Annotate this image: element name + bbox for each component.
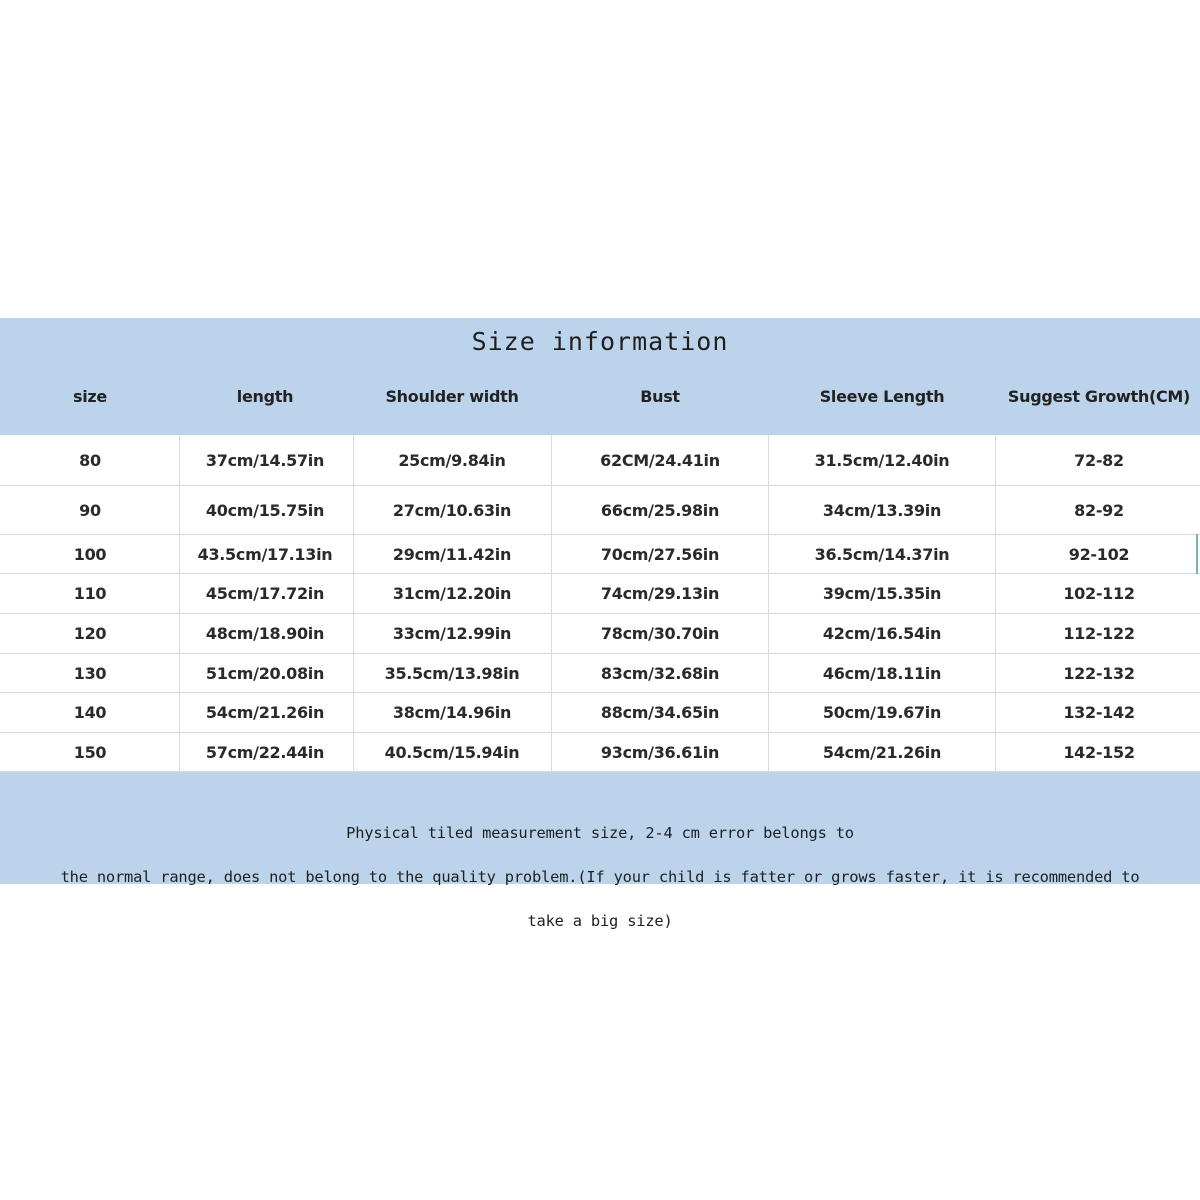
cell-shoulder-width: 35.5cm/13.98in [384,663,520,683]
column-header-length: length [236,387,294,406]
table-title: Size information [471,327,729,356]
cell-sleeve-length: 39cm/15.35in [822,584,942,603]
table-row [0,535,1200,574]
cell-sleeve-length: 31.5cm/12.40in [814,450,950,470]
column-divider [995,435,996,772]
size-table-body [0,435,1200,772]
cell-sleeve-length: 46cm/18.11in [822,663,942,683]
cell-length: 40cm/15.75in [205,500,325,520]
cell-suggest-growth: 112-122 [1063,624,1135,643]
cell-size: 90 [79,500,101,520]
cell-suggest-growth: 72-82 [1074,450,1124,470]
table-row [0,654,1200,693]
cell-sleeve-length: 34cm/13.39in [822,500,942,520]
table-row [0,574,1200,614]
cell-suggest-growth: 142-152 [1063,742,1135,762]
cell-shoulder-width: 27cm/10.63in [392,500,512,520]
cell-sleeve-length: 42cm/16.54in [822,624,942,643]
cell-bust: 62CM/24.41in [600,450,720,470]
cell-length: 43.5cm/17.13in [197,544,333,564]
cell-length: 54cm/21.26in [205,703,325,722]
measurement-note [0,800,1200,954]
cell-bust: 74cm/29.13in [600,584,720,603]
column-header-sleeve-length: Sleeve Length [819,387,945,406]
table-row [0,435,1200,486]
column-divider [551,435,552,772]
cell-sleeve-length: 36.5cm/14.37in [814,544,950,564]
cell-length: 37cm/14.57in [205,450,325,470]
column-divider [353,435,354,772]
note-line-3: take a big size) [527,912,673,930]
column-divider [768,435,769,772]
cell-length: 48cm/18.90in [205,624,325,643]
cell-suggest-growth: 92-102 [1068,544,1130,564]
note-line-1: Physical tiled measurement size, 2-4 cm error belongs to [346,824,854,842]
table-row [0,733,1200,772]
cell-bust: 70cm/27.56in [600,544,720,564]
column-divider [179,435,180,772]
cell-length: 45cm/17.72in [205,584,325,603]
column-header-bust: Bust [640,387,680,406]
top-blank-area [0,0,1200,318]
column-header-suggest-growth: Suggest Growth(CM) [1007,387,1191,406]
cell-shoulder-width: 29cm/11.42in [392,544,512,564]
cell-bust: 66cm/25.98in [600,500,720,520]
cell-size: 140 [73,703,107,722]
cell-size: 150 [73,742,107,762]
table-row [0,486,1200,535]
table-row [0,693,1200,733]
cell-sleeve-length: 50cm/19.67in [822,703,942,722]
cell-shoulder-width: 38cm/14.96in [392,703,512,722]
table-row [0,614,1200,654]
cell-suggest-growth: 132-142 [1063,703,1135,722]
column-header-size: size [73,387,107,406]
cell-bust: 93cm/36.61in [600,742,720,762]
cell-shoulder-width: 31cm/12.20in [392,584,512,603]
cell-length: 51cm/20.08in [205,663,325,683]
cell-bust: 88cm/34.65in [600,703,720,722]
cell-suggest-growth: 102-112 [1063,584,1135,603]
cell-bust: 78cm/30.70in [600,624,720,643]
column-header-shoulder-width: Shoulder width [385,387,519,406]
cell-shoulder-width: 40.5cm/15.94in [384,742,520,762]
cell-size: 130 [73,663,107,683]
cell-size: 80 [79,450,101,470]
cell-size: 120 [73,624,107,643]
cell-length: 57cm/22.44in [205,742,325,762]
cell-bust: 83cm/32.68in [600,663,720,683]
cell-sleeve-length: 54cm/21.26in [822,742,942,762]
cell-shoulder-width: 33cm/12.99in [392,624,512,643]
cell-size: 100 [73,544,107,564]
edge-accent [1196,534,1198,574]
note-line-2: the normal range, does not belong to the quality problem.(If your child is fatter or grows faster, it is recommended to [60,868,1140,886]
cell-suggest-growth: 82-92 [1074,500,1124,520]
cell-shoulder-width: 25cm/9.84in [398,450,506,470]
cell-suggest-growth: 122-132 [1063,663,1135,683]
cell-size: 110 [73,584,107,603]
